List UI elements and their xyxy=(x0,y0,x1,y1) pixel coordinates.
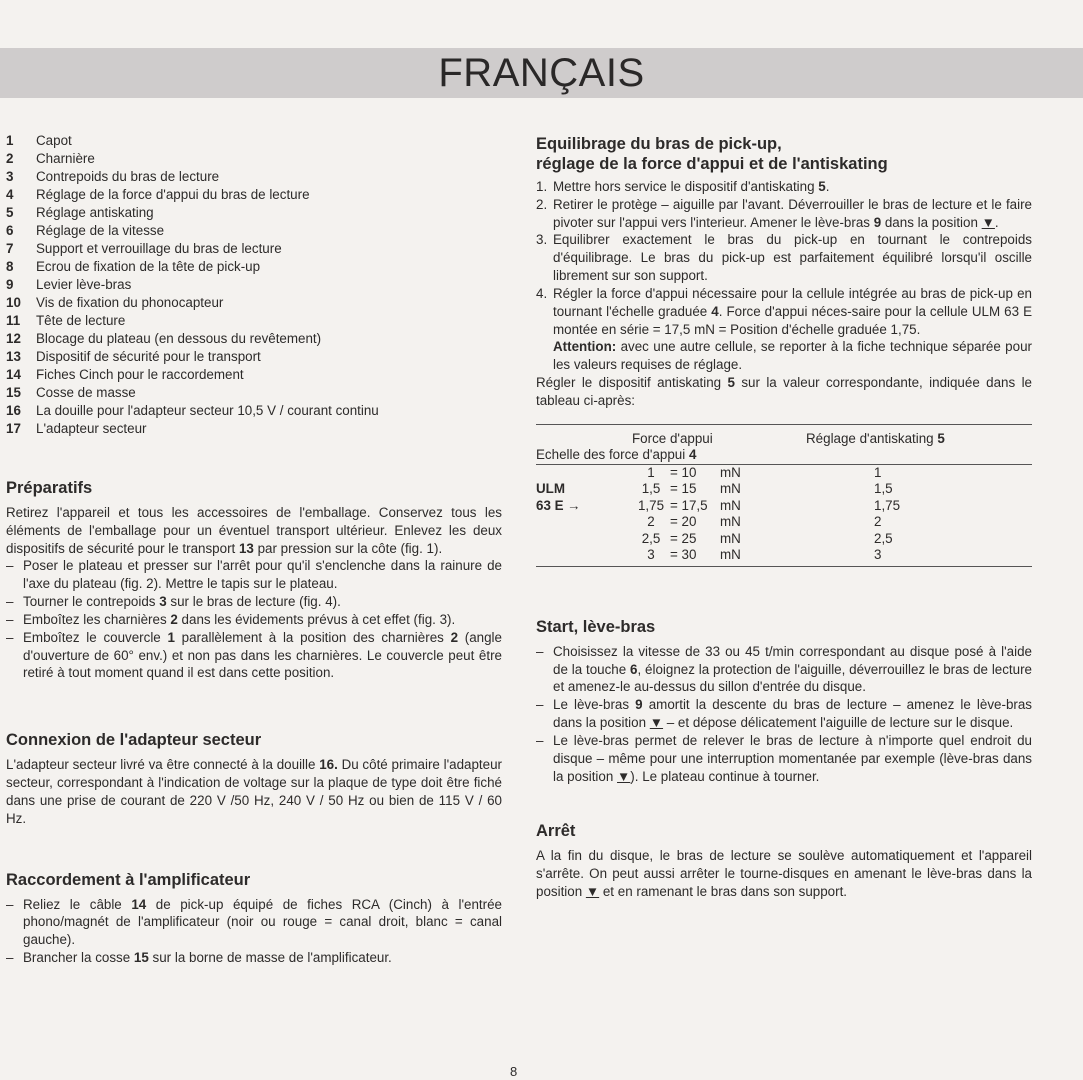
antiskating-cell: 3 xyxy=(874,547,882,563)
part-item xyxy=(6,294,502,312)
col-header-antiskating: Réglage d'antiskating 5 xyxy=(806,430,945,446)
part-number: 15 xyxy=(6,385,21,400)
part-label: Vis de fixation du phonocapteur xyxy=(36,295,224,310)
title-banner xyxy=(0,48,1083,98)
part-item xyxy=(6,384,502,402)
cell-force: = 15 xyxy=(670,481,697,497)
cell-unit: mN xyxy=(720,530,741,546)
antiskating-cell: 1 xyxy=(874,464,882,480)
text: Retirez l'appareil et tous les accessoires de l'emballage. Conservez tous les éléments de l'emballage pour un éventuel transport ultérieur. Enlevez les deux dispositifs de sécurité pour le transport xyxy=(6,505,502,556)
section-heading: Connexion de l'adapteur secteur xyxy=(6,731,262,750)
list-item: – Poser le plateau et presser sur l'arrêt pour qu'il s'enclenche dans la rainure de l'axe du plateau (fig. 2). Mettre le tapis sur le plateau. xyxy=(6,558,502,592)
cell-scale: 2,5 xyxy=(641,530,661,546)
part-number: 8 xyxy=(6,259,14,274)
part-number: 2 xyxy=(6,151,14,166)
list-item: 3. Equilibrer exactement le bras du pick-up en tournant le contrepoids d'équilibrage. Le bras du pick-up est parfaitement équilibré lorsqu'il oscille librement sur son support. xyxy=(536,232,1032,284)
part-label: Blocage du plateau (en dessous du revêtement) xyxy=(36,331,322,346)
part-number: 14 xyxy=(6,367,21,382)
part-item xyxy=(6,312,502,330)
cell-scale: 2 xyxy=(647,514,655,530)
force-cell xyxy=(632,547,806,564)
part-label: Fiches Cinch pour le raccordement xyxy=(36,367,244,382)
part-label: Tête de lecture xyxy=(36,313,126,328)
cell-unit: mN xyxy=(720,464,741,480)
list-item: – Brancher la cosse 15 sur la borne de masse de l'amplificateur. xyxy=(6,950,392,966)
list-item: – Reliez le câble 14 de pick-up équipé de fiches RCA (Cinch) à l'entrée phono/magnét de l'amplificateur (noir ou rouge = canal droit, blanc = canal gauche). xyxy=(6,896,502,948)
part-label: Réglage de la vitesse xyxy=(36,223,165,238)
part-number: 5 xyxy=(6,205,14,220)
section-start xyxy=(536,617,1032,786)
part-label: Ecrou de fixation de la tête de pick-up xyxy=(36,259,261,274)
table-row xyxy=(536,464,1032,481)
cell-unit: mN xyxy=(720,481,741,497)
cell-force: = 20 xyxy=(670,514,697,530)
part-label: Capot xyxy=(36,133,72,148)
lift-down-icon: ▼ xyxy=(649,715,664,731)
force-cell xyxy=(632,514,806,531)
cell-force: = 30 xyxy=(670,547,697,563)
cell-force: = 17,5 xyxy=(670,497,708,513)
part-item xyxy=(6,276,502,294)
part-number: 10 xyxy=(6,295,21,310)
antiskating-cell: 1,75 xyxy=(874,497,901,513)
section-heading: réglage de la force d'appui et de l'antiskating xyxy=(536,155,888,173)
part-label: Support et verrouillage du bras de lecture xyxy=(36,241,282,256)
list-item: – Emboîtez le couvercle 1 parallèlement à la position des charnières 2 (angle d'ouverture de 60° env.) et non pas dans les charnières. Le couvercle peut être retiré à tout moment quand il est dans cette position. xyxy=(6,629,502,681)
part-label: Contrepoids du bras de lecture xyxy=(36,169,220,184)
part-label: La douille pour l'adapteur secteur 10,5 V / courant continu xyxy=(36,403,379,418)
bullet-list xyxy=(536,643,1032,786)
antiskating-cell: 2 xyxy=(874,514,882,530)
part-number: 16 xyxy=(6,403,21,418)
antiskating-cell: 1,5 xyxy=(874,481,893,497)
bullet-list xyxy=(6,557,502,682)
page-number: 8 xyxy=(510,1064,518,1079)
part-number: 13 xyxy=(6,349,21,364)
part-item xyxy=(6,222,502,240)
section-heading: Start, lève-bras xyxy=(536,617,656,636)
list-item: – Tourner le contrepoids 3 sur le bras de lecture (fig. 4). xyxy=(6,594,341,610)
force-cell xyxy=(632,464,806,481)
part-number: 7 xyxy=(6,241,14,256)
cell-scale: 1 xyxy=(647,464,655,480)
section-heading: Préparatifs xyxy=(6,479,93,497)
cell-scale: 1,75 xyxy=(637,497,665,513)
parts-list xyxy=(6,132,502,438)
cell-force: = 25 xyxy=(670,530,697,546)
part-item xyxy=(6,348,502,366)
section-preparatifs xyxy=(6,478,502,682)
table-subheader-row xyxy=(536,447,1032,464)
part-number: 3 xyxy=(6,169,14,184)
paragraph: L'adapteur secteur livré va être connecté à la douille 16. Du côté primaire l'adapteur secteur, correspondant à l'indication de voltage sur la plaque de type doit être fiché dans une prise de courant de 220 V /50 Hz, 240 V / 50 Hz ou bien de 115 V / 60 Hz. xyxy=(6,757,502,826)
left-column xyxy=(6,132,502,967)
table-row xyxy=(536,547,1032,564)
list-item: – Emboîtez les charnières 2 dans les évidements prévus à cet effet (fig. 3). xyxy=(6,611,456,627)
section-heading: Equilibrage du bras de pick-up, xyxy=(536,135,782,153)
sub-header: Echelle des force d'appui 4 xyxy=(536,447,806,464)
part-number: 4 xyxy=(6,187,14,202)
part-label: Réglage de la force d'appui du bras de lecture xyxy=(36,187,310,202)
cartridge-label: ULM xyxy=(536,481,566,497)
table-row xyxy=(536,531,1032,548)
part-label: Levier lève-bras xyxy=(36,277,132,292)
list-item: 4. Régler la force d'appui nécessaire pour la cellule intégrée au bras de pick-up en tournant l'échelle graduée 4. Force d'appui néces-saire pour la cellule ULM 63 E montée en série = 17,5 mN = Position d'échelle graduée 1,75. xyxy=(536,285,1032,337)
lift-down-icon: ▼ xyxy=(617,768,631,784)
text: par pression sur la côte (fig. 1). xyxy=(253,540,443,556)
list-item: – Choisissez la vitesse de 33 ou 45 t/min correspondant au disque posé à l'aide de la touche 6, éloignez la protection de l'aiguille, déverrouillez le bras de lecture et amenez-le au-dessus du sillon d'entrée du disque. xyxy=(536,643,1033,695)
paragraph: Régler le dispositif antiskating 5 sur la valeur correspondante, indiquée dans le tableau ci-après: xyxy=(536,375,1032,408)
part-label: Charnière xyxy=(36,151,95,166)
part-item xyxy=(6,132,502,150)
table-bottom-rule xyxy=(536,566,1032,567)
numbered-list xyxy=(536,178,1032,338)
section-heading: Arrêt xyxy=(536,822,576,841)
table-row xyxy=(536,514,1032,531)
part-number: 6 xyxy=(6,223,14,238)
bullet-list xyxy=(6,896,502,967)
part-number: 11 xyxy=(6,313,21,328)
ref-number: 13 xyxy=(238,540,254,556)
cell-unit: mN xyxy=(720,547,741,563)
part-item xyxy=(6,258,502,276)
list-item: 1. Mettre hors service le dispositif d'antiskating 5. xyxy=(536,179,830,194)
lift-down-icon: ▼ xyxy=(981,214,995,230)
part-label: Cosse de masse xyxy=(36,385,136,400)
list-item: – Le lève-bras permet de relever le bras de lecture à n'importe quel endroit du disque – même pour une interruption momentanée par exemple (lève-bras dans la position ▼). Le plateau continue à tourner. xyxy=(536,732,1032,784)
cell-unit: mN xyxy=(720,514,741,530)
part-item xyxy=(6,402,502,420)
cell-scale: 1,5 xyxy=(641,481,661,497)
part-item xyxy=(6,168,502,186)
attention-note: Attention: avec une autre cellule, se reporter à la fiche technique séparée pour les valeurs requises de réglage. xyxy=(553,339,1032,373)
force-cell xyxy=(632,531,806,548)
part-number: 17 xyxy=(6,421,21,436)
part-number: 12 xyxy=(6,331,21,346)
paragraph: A la fin du disque, le bras de lecture se soulève automatiquement et l'appareil s'arrête. On peut aussi arrêter le tourne-disques en amenant le lève-bras dans la position ▼ et en ramenant le bras dans son support. xyxy=(536,848,1032,900)
list-item: 2. Retirer le protège – aiguille par l'avant. Déverrouiller le bras de lecture et le faire pivoter sur l'appui vers l'interieur. Amener le lève-bras 9 dans la position ▼. xyxy=(536,196,1032,230)
cartridge-label: 63 E → xyxy=(536,497,581,513)
cell-unit: mN xyxy=(720,497,741,513)
force-cell xyxy=(632,481,806,498)
part-item xyxy=(6,186,502,204)
part-number: 1 xyxy=(6,133,14,148)
section-equilibrage xyxy=(536,134,1032,410)
part-item xyxy=(6,420,502,438)
part-label: Réglage antiskating xyxy=(36,205,154,220)
part-label: Dispositif de sécurité pour le transport xyxy=(36,349,261,364)
right-column xyxy=(536,134,1032,901)
section-arret xyxy=(536,821,1032,900)
section-heading: Raccordement à l'amplificateur xyxy=(6,870,251,889)
part-item xyxy=(6,204,502,222)
paragraph xyxy=(6,504,502,557)
table-row xyxy=(536,481,1032,498)
antiskating-cell: 2,5 xyxy=(874,530,893,546)
section-raccordement xyxy=(6,870,502,967)
page-title: FRANÇAIS xyxy=(438,51,645,95)
part-item xyxy=(6,366,502,384)
lift-down-icon: ▼ xyxy=(585,884,600,900)
settings-table xyxy=(536,424,1032,564)
col-header-force: Force d'appui xyxy=(632,430,713,446)
part-number: 9 xyxy=(6,277,14,292)
part-label: L'adapteur secteur xyxy=(36,421,147,436)
table-row xyxy=(536,498,1032,515)
force-cell xyxy=(632,498,806,515)
table-header-row xyxy=(536,424,1032,447)
part-item xyxy=(6,150,502,168)
part-item xyxy=(6,330,502,348)
part-item xyxy=(6,240,502,258)
section-connexion xyxy=(6,730,502,827)
cell-scale: 3 xyxy=(647,547,655,563)
cell-force: = 10 xyxy=(670,464,697,480)
list-item: – Le lève-bras 9 amortit la descente du bras de lecture – amenez le lève-bras dans la position ▼ – et dépose délicatement l'aiguille de lecture sur le disque. xyxy=(536,697,1032,731)
